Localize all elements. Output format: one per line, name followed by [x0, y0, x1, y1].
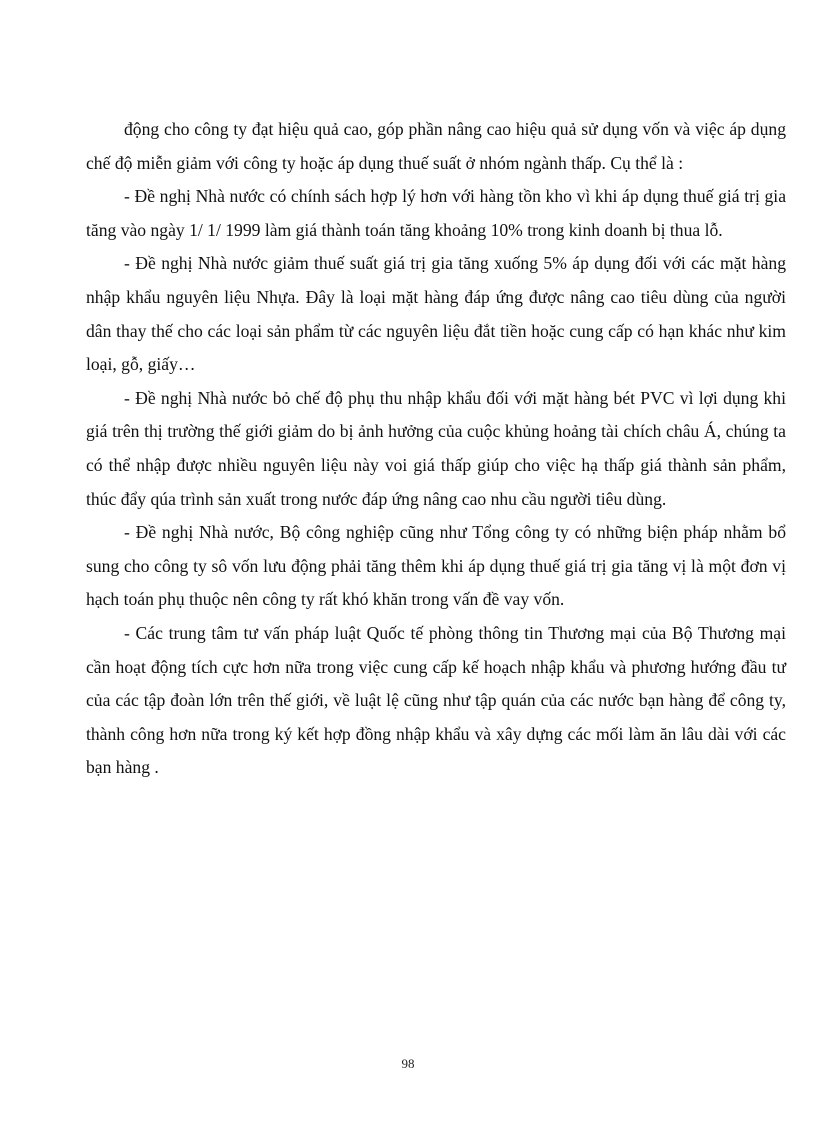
page-number: 98 — [401, 1056, 415, 1071]
document-body — [86, 113, 786, 785]
paragraph-intro: động cho công ty đạt hiệu quả cao, góp phần nâng cao hiệu quả sử dụng vốn và việc áp dụng chế độ miễn giảm với công ty hoặc áp dụng thuế suất ở nhóm ngành thấp. Cụ thể là : — [86, 119, 786, 173]
paragraph-vat-reduction: - Đề nghị Nhà nước giảm thuế suất giá trị gia tăng xuống 5% áp dụng đối với các mặt hàng nhập khẩu nguyên liệu Nhựa. Đây là loại mặt hàng đáp ứng được nâng cao tiêu dùng của người dân thay thế cho các loại sản phẩm từ các nguyên liệu đắt tiền hoặc cung cấp có hạn khác như kim loại, gỗ, giấy… — [86, 253, 786, 375]
paragraph-working-capital: - Đề nghị Nhà nước, Bộ công nghiệp cũng như Tổng công ty có những biện pháp nhằm bổ sung cho công ty sô vốn lưu động phải tăng thêm khi áp dụng thuế giá trị gia tăng vị là một đơn vị hạch toán phụ thuộc nên công ty rất khó khăn trong vấn đề vay vốn. — [86, 522, 786, 610]
paragraph-inventory-policy: - Đề nghị Nhà nước có chính sách hợp lý hơn với hàng tồn kho vì khi áp dụng thuế giá trị gia tăng vào ngày 1/ 1/ 1999 làm giá thành toán tăng khoảng 10% trong kinh doanh bị thua lỗ. — [86, 186, 786, 240]
paragraph-legal-consulting: - Các trung tâm tư vấn pháp luật Quốc tế phòng thông tin Thương mại của Bộ Thương mại cần hoạt động tích cực hơn nữa trong việc cung cấp kế hoạch nhập khẩu và phương hướng đầu tư của các tập đoàn lớn trên thế giới, về luật lệ cũng như tập quán của các nước bạn hàng để công ty, thành công hơn nữa trong ký kết hợp đồng nhập khẩu và xây dựng các mối làm ăn lâu dài với các bạn hàng . — [86, 622, 786, 778]
paragraph-pvc-surcharge: - Đề nghị Nhà nước bỏ chế độ phụ thu nhập khẩu đối với mặt hàng bét PVC vì lợi dụng khi giá trên thị trường thế giới giảm do bị ảnh hưởng của cuộc khủng hoảng tài chích châu Á, chúng ta có thể nhập được nhiều nguyên liệu này voi giá thấp giúp cho việc hạ thấp giá thành sản phẩm, thúc đẩy qúa trình sản xuất trong nước đáp ứng nâng cao nhu cầu người tiêu dùng. — [86, 387, 786, 509]
